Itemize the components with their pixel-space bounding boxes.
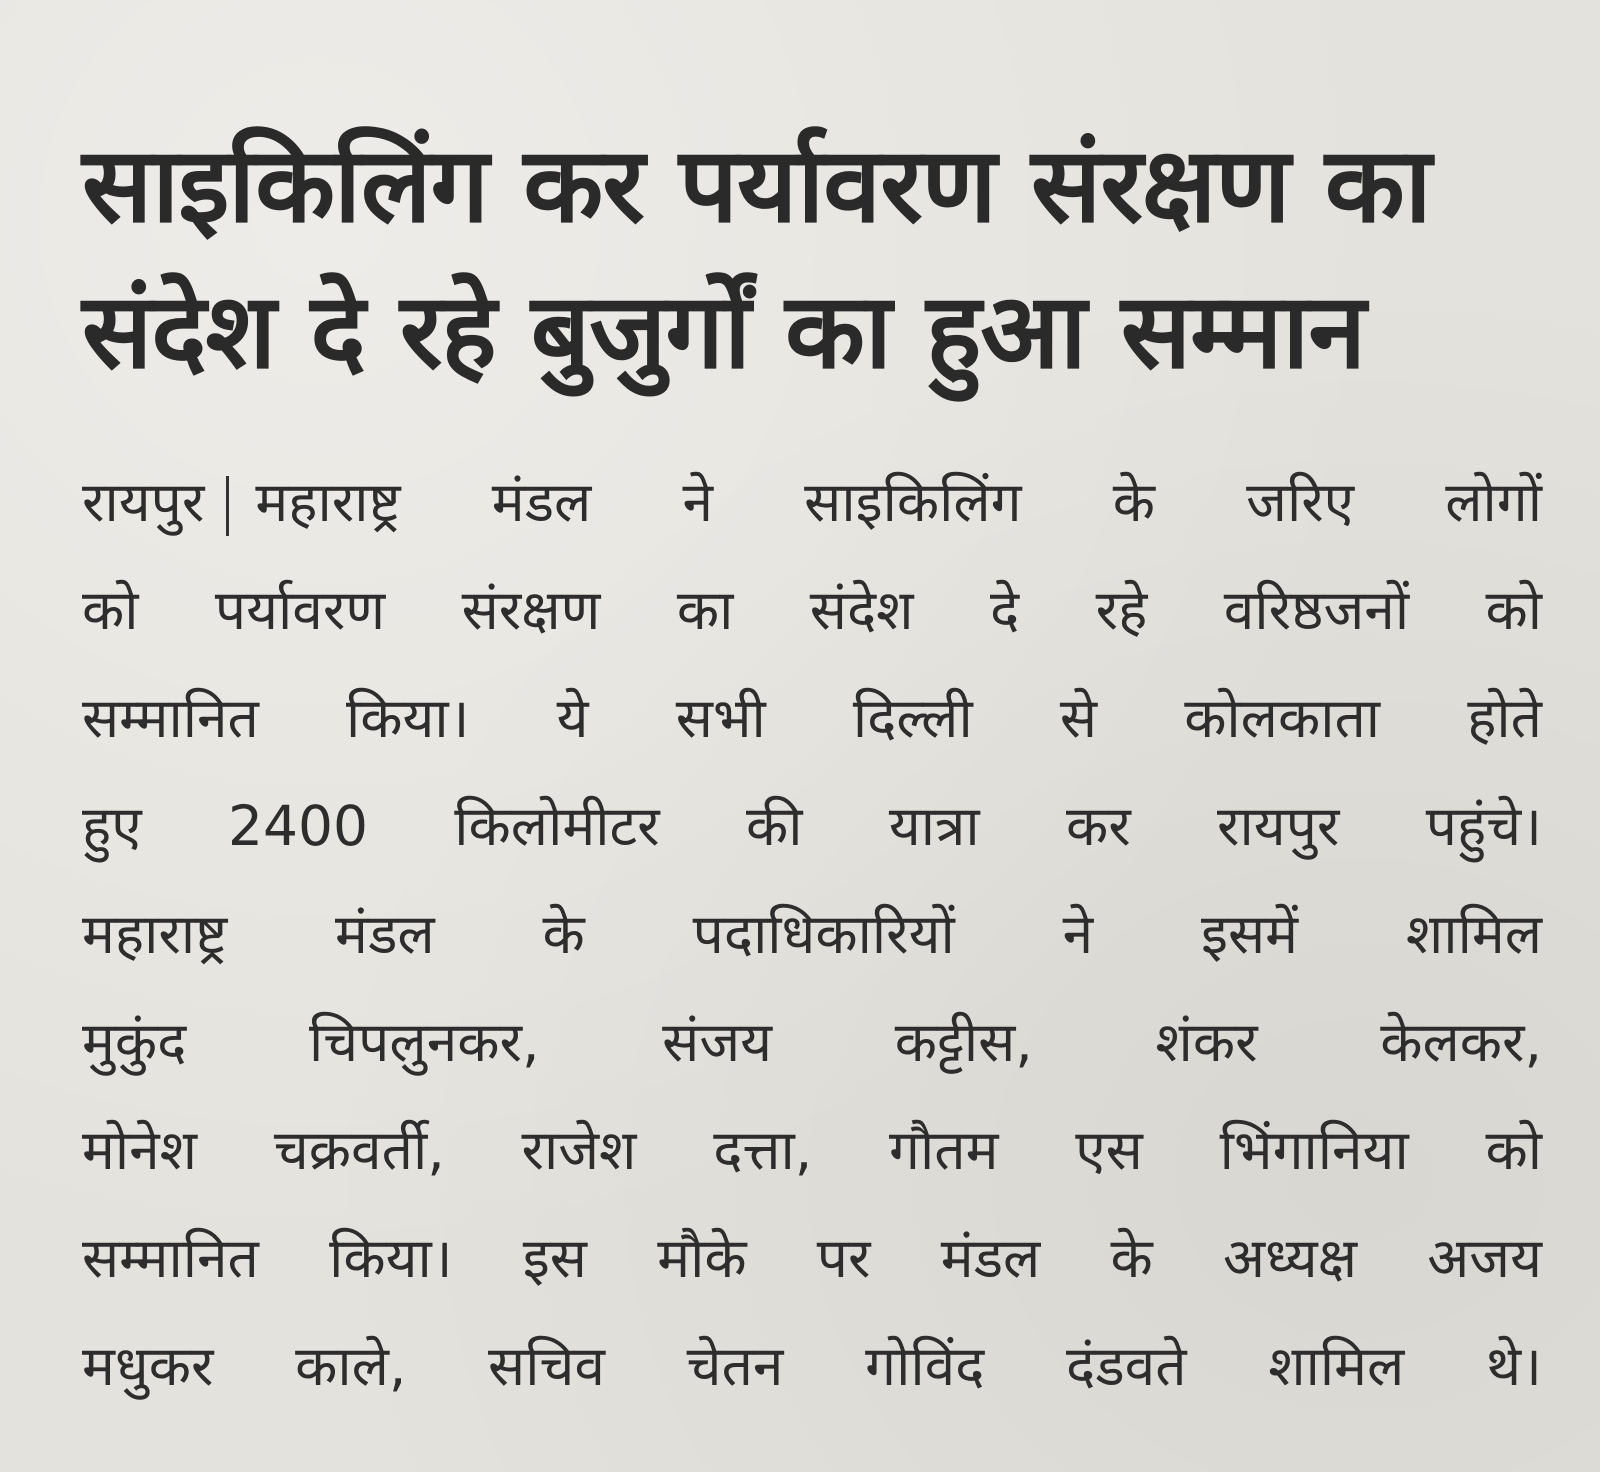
body-line: मधुकर काले, सचिव चेतन गोविंद दंडवते शामिल थे। xyxy=(82,1334,1542,1398)
body-line: सम्मानित किया। इस मौके पर मंडल के अध्यक्ष अजय xyxy=(82,1226,1542,1290)
dateline: रायपुर xyxy=(82,470,205,534)
body-line: को पर्यावरण संरक्षण का संदेश दे रहे वरिष्ठजनों को xyxy=(82,578,1542,642)
headline xyxy=(82,112,1542,404)
body-line: सम्मानित किया। ये सभी दिल्ली से कोलकाता होते xyxy=(82,686,1542,750)
body-line: मोनेश चक्रवर्ती, राजेश दत्ता, गौतम एस भिंगानिया को xyxy=(82,1118,1542,1182)
headline-line: साइकिलिंग कर पर्यावरण संरक्षण का xyxy=(82,124,1431,246)
headline-line: संदेश दे रहे बुजुर्गों का हुआ सम्मान xyxy=(82,270,1366,392)
body-line-text: महाराष्ट्र मंडल ने साइकिलिंग के जरिए लोगों xyxy=(255,470,1542,534)
article-body xyxy=(82,448,1542,1420)
dateline-separator xyxy=(226,476,229,536)
body-line: महाराष्ट्र मंडल के पदाधिकारियों ने इसमें शामिल xyxy=(82,902,1542,966)
body-line-first xyxy=(82,448,1542,556)
body-line: हुए 2400 किलोमीटर की यात्रा कर रायपुर पहुंचे। xyxy=(82,794,1542,858)
body-line: मुकुंद चिपलुनकर, संजय कट्टीस, शंकर केलकर, xyxy=(82,1010,1542,1074)
